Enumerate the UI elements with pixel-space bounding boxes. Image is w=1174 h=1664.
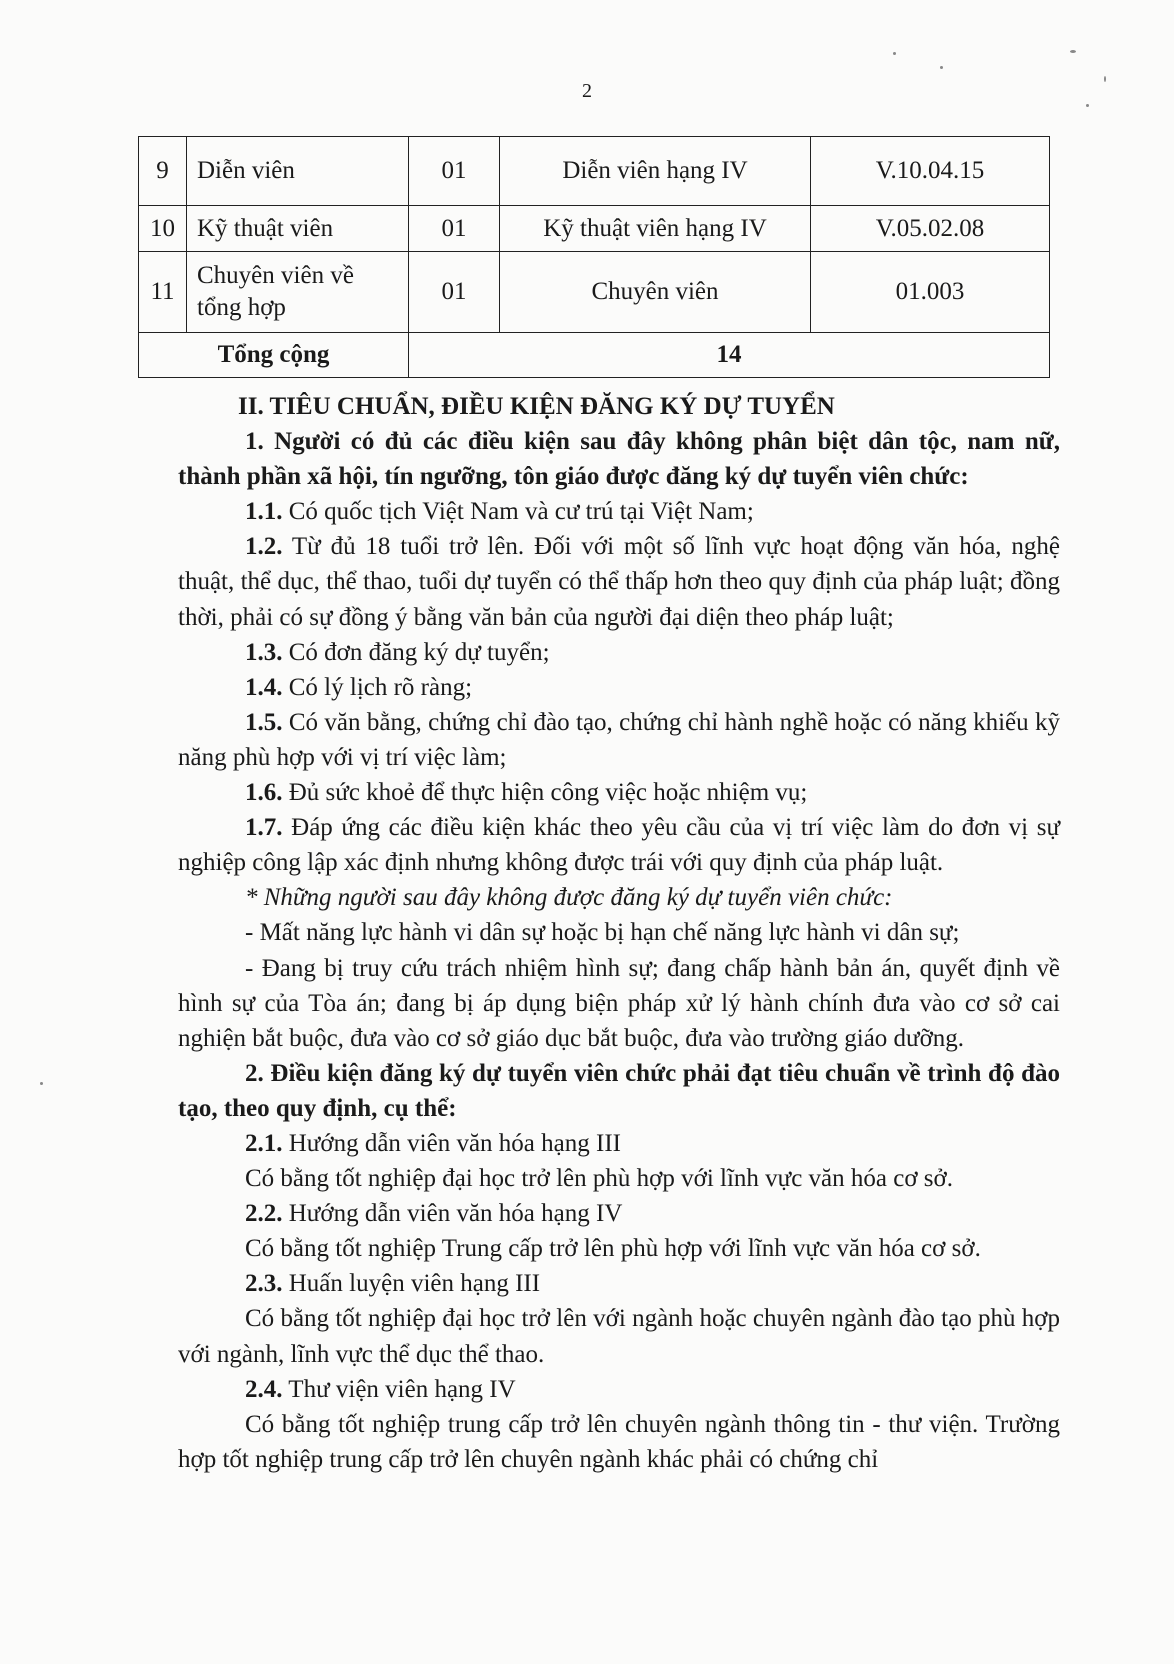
subsection-name: Hướng dẫn viên văn hóa hạng III: [282, 1129, 621, 1157]
subsection-title: [178, 1126, 1060, 1161]
item-number: 1.2.: [245, 533, 283, 561]
item-text: Có quốc tịch Việt Nam và cư trú tại Việt Nam;: [282, 498, 754, 526]
item-number: 1.5.: [245, 708, 283, 736]
rank-code: V.05.02.08: [811, 206, 1050, 252]
list-item: [178, 635, 1060, 670]
quantity: 01: [409, 252, 500, 333]
table-row: [139, 252, 1050, 333]
item-text: Có văn bằng, chứng chỉ đào tạo, chứng chỉ hành nghề hoặc có năng khiếu kỹ năng phù hợp với vị trí việc làm;: [178, 708, 1060, 771]
item-text: Đủ sức khoẻ để thực hiện công việc hoặc nhiệm vụ;: [282, 779, 808, 807]
subsection-name: Hướng dẫn viên văn hóa hạng IV: [282, 1200, 623, 1228]
scan-speck: [1086, 104, 1089, 107]
subsection-title: [178, 1196, 1060, 1231]
table-row: [139, 206, 1050, 252]
subsection-text: Có bằng tốt nghiệp đại học trở lên phù hợp với lĩnh vực văn hóa cơ sở.: [245, 1165, 954, 1193]
row-number: 9: [139, 137, 187, 206]
total-row: [139, 333, 1050, 378]
excluded-title: * Những người sau đây không được đăng ký dự tuyển viên chức:: [245, 884, 893, 912]
subsection-title: [178, 1372, 1060, 1407]
list-item: [178, 494, 1060, 529]
rank-code: V.10.04.15: [811, 137, 1050, 206]
position-name: Kỹ thuật viên: [187, 206, 409, 252]
rank-title: Kỹ thuật viên hạng IV: [500, 206, 811, 252]
item-text: Có lý lịch rõ ràng;: [282, 673, 473, 701]
subsection-text: Có bằng tốt nghiệp trung cấp trở lên chuyên ngành thông tin - thư viện. Trường hợp tốt nghiệp trung cấp trở lên chuyên ngành khác phải có chứng chỉ: [178, 1410, 1060, 1473]
list-item: [178, 810, 1060, 880]
item-number: 2.2.: [245, 1200, 283, 1228]
item-number: 2.1.: [245, 1129, 283, 1157]
item-text: Từ đủ 18 tuổi trở lên. Đối với một số lĩnh vực hoạt động văn hóa, nghệ thuật, thể dục, thể thao, tuổi dự tuyển có thể thấp hơn theo quy định của pháp luật; đồng thời, phải có sự đồng ý bằng văn bản của người đại diện theo pháp luật;: [178, 533, 1060, 631]
excluded-item: - Mất năng lực hành vi dân sự hoặc bị hạn chế năng lực hành vi dân sự;: [245, 919, 960, 947]
subsection-name: Huấn luyện viên hạng III: [282, 1270, 541, 1298]
subsection-text: Có bằng tốt nghiệp Trung cấp trở lên phù hợp với lĩnh vực văn hóa cơ sở.: [245, 1235, 981, 1263]
section-heading: II. TIÊU CHUẨN, ĐIỀU KIỆN ĐĂNG KÝ DỰ TUYỂN: [238, 393, 835, 420]
position-name: Chuyên viên về tổng hợp: [187, 252, 409, 333]
scan-speck: [40, 1082, 43, 1085]
row-number: 11: [139, 252, 187, 333]
item-text: Đáp ứng các điều kiện khác theo yêu cầu của vị trí việc làm do đơn vị sự nghiệp công lập xác định nhưng không được trái với quy định của pháp luật.: [178, 814, 1060, 877]
list-item: [178, 670, 1060, 705]
scan-speck: [940, 66, 943, 69]
excluded-item: - Đang bị truy cứu trách nhiệm hình sự; đang chấp hành bản án, quyết định về hình sự của Tòa án; đang bị áp dụng biện pháp xử lý hành chính đưa vào cơ sở cai nghiện bắt buộc, đưa vào cơ sở giáo dục bắt buộc, đưa vào trường giáo dưỡng.: [178, 954, 1060, 1052]
total-value: 14: [409, 333, 1050, 378]
condition-2-title: 2. Điều kiện đăng ký dự tuyển viên chức phải đạt tiêu chuẩn về trình độ đào tạo, theo quy định, cụ thể:: [178, 1059, 1060, 1122]
page-number: 2: [582, 80, 592, 102]
item-text: Có đơn đăng ký dự tuyển;: [282, 638, 550, 666]
scan-speck: [1070, 50, 1076, 53]
subsection-name: Thư viện viên hạng IV: [282, 1375, 516, 1403]
document-body: [178, 389, 1060, 1477]
item-number: 1.4.: [245, 673, 283, 701]
subsection-text: Có bằng tốt nghiệp đại học trở lên với ngành hoặc chuyên ngành đào tạo phù hợp với ngành, lĩnh vực thể dục thể thao.: [178, 1305, 1060, 1368]
subsection-title: [178, 1266, 1060, 1301]
quantity: 01: [409, 206, 500, 252]
rank-title: Diễn viên hạng IV: [500, 137, 811, 206]
item-number: 1.1.: [245, 498, 283, 526]
item-number: 2.3.: [245, 1270, 283, 1298]
item-number: 1.3.: [245, 638, 283, 666]
list-item: [178, 529, 1060, 634]
scan-speck: [893, 52, 896, 55]
positions-table: [138, 136, 1050, 378]
item-number: 1.7.: [245, 814, 283, 842]
quantity: 01: [409, 137, 500, 206]
list-item: [178, 705, 1060, 775]
item-number: 2.4.: [245, 1375, 283, 1403]
rank-code: 01.003: [811, 252, 1050, 333]
table-row: [139, 137, 1050, 206]
row-number: 10: [139, 206, 187, 252]
total-label: Tổng cộng: [139, 333, 409, 378]
condition-1-title: 1. Người có đủ các điều kiện sau đây không phân biệt dân tộc, nam nữ, thành phần xã hội, tín ngưỡng, tôn giáo được đăng ký dự tuyển viên chức:: [178, 428, 1060, 491]
item-number: 1.6.: [245, 779, 283, 807]
list-item: [178, 775, 1060, 810]
rank-title: Chuyên viên: [500, 252, 811, 333]
position-name: Diễn viên: [187, 137, 409, 206]
